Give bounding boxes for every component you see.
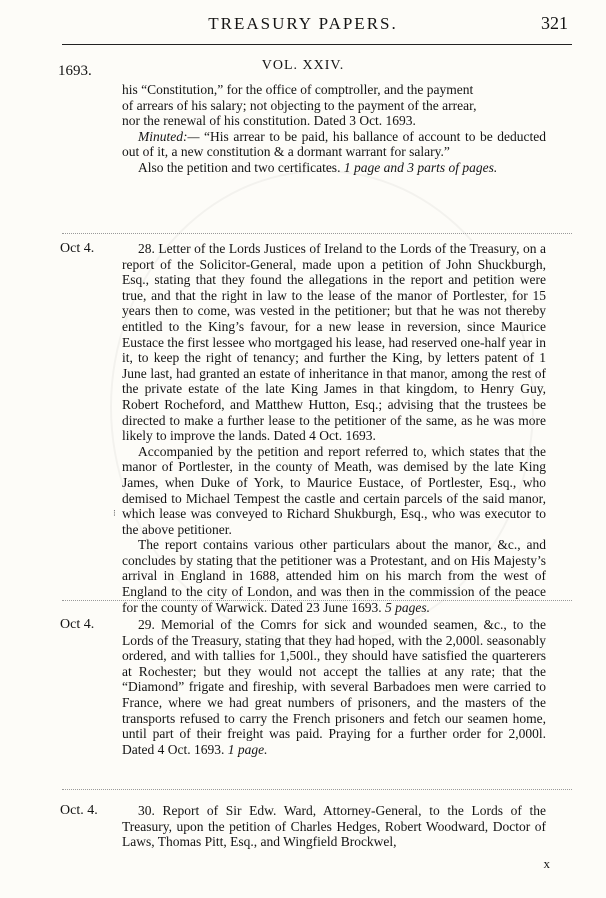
volume-heading: VOL. XXIV. — [261, 58, 345, 73]
entry-separator — [62, 600, 572, 601]
running-title: TREASURY PAPERS. — [208, 14, 398, 33]
minuted-label: Minuted:— — [138, 128, 200, 144]
intro-line-3: nor the renewal of his constitution. Dated 3 Oct. 1693. — [122, 113, 416, 129]
entry-30-text: 30. Report of Sir Edw. Ward, Attorney-General, to the Lords of the Treasury, upon the petition of Charles Hedges, Robert Woodward, Doctor of Laws, Thomas Pitt, Esq., and Wingfield Brockwel, — [122, 803, 546, 850]
also-pages: 1 page and 3 parts of pages. — [343, 159, 498, 175]
entry-separator — [62, 789, 572, 790]
entry-30 — [122, 803, 546, 850]
minuted-paragraph — [122, 129, 546, 160]
also-paragraph — [122, 160, 546, 176]
entry-28-text: 28. Letter of the Lords Justices of Ireland to the Lords of the Treasury, on a report of the Solicitor-General, made upon a petition of John Shuckburgh, Esq., stating that they found the allegations in the report and petition were true, and that the right in law to the lease of the manor of Portlester, for 15 years then to come, was vested in the petitioner; but that he was not thereby entitled to the King’s favour, for a new lease in reversion, since Maurice Eustace the first lessee who mortgaged his lease, had reserved one-half year in it, to keep the right of tenancy; and further the King, by letters patent of 1 June last, had granted an estate of inheritance in that manor, among the rest of the private estate of the late King James in that kingdom, to Henry Guy, Robert Rocheford, and Matthew Hutton, Esq.; advising that the trustees be directed to make a further lease to the petitioner of the same, as he was more likely to improve the lands. Dated 4 Oct. 1693. — [122, 241, 546, 444]
minuted-text: “His arrear to be paid, his ballance of account to be deducted out of it, a new constitution & a dormant warrant for salary.” — [122, 128, 547, 160]
entry-separator — [62, 233, 572, 234]
intro-line-1: his “Constitution,” for the office of comptroller, and the payment — [122, 82, 474, 97]
page-number: 321 — [541, 13, 568, 33]
entry-30-date: Oct. 4. — [60, 803, 98, 818]
entry-29-pages: 1 page. — [227, 741, 268, 757]
entry-29-text: 29. Memorial of the Comrs for sick and wounded seamen, &c., to the Lords of the Treasury, stating that they had hoped, with the 2,000l. seasonably ordered, and with tallies for 1,500l., they should have satisfied the quarterers at Rochester; but they would not accept the tallies at any rate; that the “Diamond” frigate and fireship, with several Barbadoes men were carried to France, where we had great numbers of prisoners, and the masters of the transports refused to carry the French prisoners and fetch our seamen home, until part of their freight was paid. Praying for a further order for 2,000l. Dated 4 Oct. 1693. — [122, 617, 546, 757]
entry-29-para — [122, 617, 546, 757]
signature-mark: x — [543, 856, 550, 871]
intro-line-2: of arrears of his salary; not objecting to the payment of the arrear, — [122, 97, 477, 113]
entry-28-para-3-text: The report contains various other particulars about the manor, &c., and concludes by stating that the petitioner was a Protestant, and on His Majesty’s arrival in England in 1688, attended him on his march from the west of England to the city of London, and was then in the commission of the peace for the county of Warwick. Dated 23 June 1693. — [122, 537, 546, 615]
margin-mark: ⁝ — [113, 508, 116, 518]
entry-28-para-2: Accompanied by the petition and report referred to, which states that the manor of Portlester, in the county of Meath, was demised by the late King James, when Duke of York, to Maurice Eustace, of Portlester, Esq., who demised to Michael Tempest the castle and certain parcels of the said manor, which lease was conveyed to Richard Shukburgh, Esq., who was executor to the above petitioner. — [122, 443, 546, 537]
entry-28-date: Oct 4. — [60, 241, 95, 256]
entry-29-date: Oct 4. — [60, 617, 95, 632]
entry-29 — [122, 617, 546, 757]
margin-year: 1693. — [58, 63, 92, 79]
also-text: Also the petition and two certificates. — [138, 159, 341, 175]
entry-28-para-3 — [122, 537, 546, 615]
intro-paragraph — [122, 82, 546, 176]
header-rule — [62, 44, 572, 45]
entry-28 — [122, 241, 546, 615]
entry-28-pages: 5 pages. — [384, 599, 430, 615]
